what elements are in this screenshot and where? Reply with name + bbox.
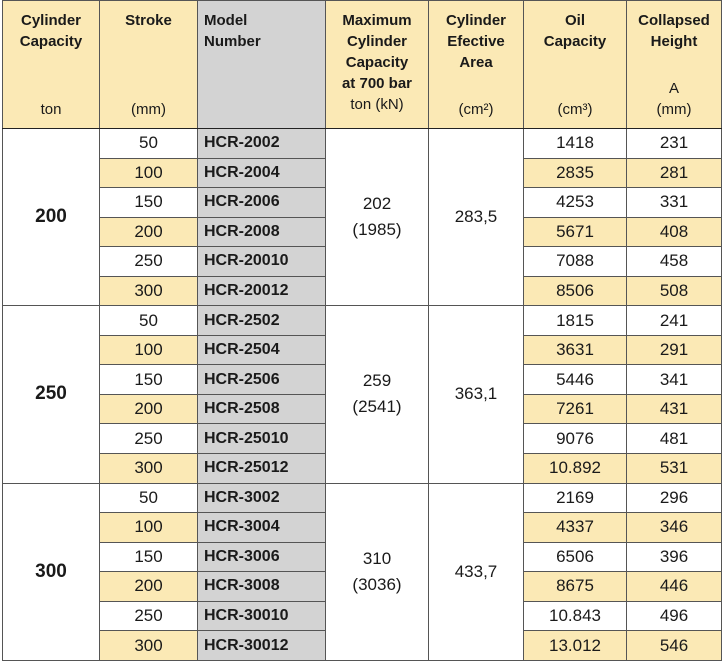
stroke-cell: 50 <box>100 129 198 159</box>
max-capacity-kn: (3036) <box>352 574 402 594</box>
oil-capacity-cell: 3631 <box>524 335 627 365</box>
table-body <box>3 129 722 661</box>
model-number-cell: HCR-2008 <box>198 217 326 247</box>
max-capacity-cell <box>326 483 429 660</box>
stroke-cell: 200 <box>100 572 198 602</box>
oil-capacity-cell: 1418 <box>524 129 627 159</box>
header-max-capacity: Maximum Cylinder Capacity at 700 bar ton (kN) <box>326 1 429 129</box>
model-number-cell: HCR-20012 <box>198 276 326 306</box>
collapsed-height-cell: 346 <box>627 513 722 543</box>
header-oil-capacity: Oil Capacity (cm³) <box>524 1 627 129</box>
model-number-cell: HCR-30010 <box>198 601 326 631</box>
model-number-cell: HCR-2006 <box>198 188 326 218</box>
collapsed-height-cell: 496 <box>627 601 722 631</box>
stroke-cell: 100 <box>100 158 198 188</box>
collapsed-height-cell: 296 <box>627 483 722 513</box>
stroke-cell: 250 <box>100 247 198 277</box>
model-number-cell: HCR-30012 <box>198 631 326 661</box>
collapsed-height-cell: 431 <box>627 394 722 424</box>
effective-area-cell: 363,1 <box>429 306 524 483</box>
stroke-cell: 150 <box>100 542 198 572</box>
model-number-cell: HCR-3004 <box>198 513 326 543</box>
stroke-cell: 300 <box>100 631 198 661</box>
oil-capacity-cell: 10.892 <box>524 454 627 484</box>
table-row <box>3 306 722 336</box>
collapsed-height-cell: 396 <box>627 542 722 572</box>
stroke-cell: 200 <box>100 394 198 424</box>
stroke-cell: 300 <box>100 454 198 484</box>
oil-capacity-cell: 7088 <box>524 247 627 277</box>
model-number-cell: HCR-2502 <box>198 306 326 336</box>
max-capacity-ton: 202 <box>362 194 392 214</box>
model-number-cell: HCR-3002 <box>198 483 326 513</box>
collapsed-height-cell: 408 <box>627 217 722 247</box>
effective-area-cell: 433,7 <box>429 483 524 660</box>
max-capacity-kn: (1985) <box>352 220 402 240</box>
table-row <box>3 129 722 159</box>
model-number-cell: HCR-2508 <box>198 394 326 424</box>
stroke-cell: 100 <box>100 335 198 365</box>
collapsed-height-cell: 546 <box>627 631 722 661</box>
effective-area-cell: 283,5 <box>429 129 524 306</box>
stroke-cell: 50 <box>100 306 198 336</box>
header-area: Cylinder Efective Area (cm²) <box>429 1 524 129</box>
model-number-cell: HCR-2504 <box>198 335 326 365</box>
header-capacity: Cylinder Capacity ton <box>3 1 100 129</box>
oil-capacity-cell: 7261 <box>524 394 627 424</box>
stroke-cell: 50 <box>100 483 198 513</box>
model-number-cell: HCR-2004 <box>198 158 326 188</box>
oil-capacity-cell: 8675 <box>524 572 627 602</box>
stroke-cell: 150 <box>100 365 198 395</box>
cylinder-capacity-cell: 200 <box>3 129 100 306</box>
stroke-cell: 200 <box>100 217 198 247</box>
header-row <box>3 1 722 129</box>
collapsed-height-cell: 231 <box>627 129 722 159</box>
oil-capacity-cell: 13.012 <box>524 631 627 661</box>
oil-capacity-cell: 2169 <box>524 483 627 513</box>
table-row <box>3 483 722 513</box>
oil-capacity-cell: 9076 <box>524 424 627 454</box>
model-number-cell: HCR-25010 <box>198 424 326 454</box>
oil-capacity-cell: 4253 <box>524 188 627 218</box>
max-capacity-ton: 259 <box>362 371 392 391</box>
model-number-cell: HCR-25012 <box>198 454 326 484</box>
oil-capacity-cell: 8506 <box>524 276 627 306</box>
oil-capacity-cell: 6506 <box>524 542 627 572</box>
max-capacity-cell <box>326 306 429 483</box>
header-model: Model Number <box>198 1 326 129</box>
collapsed-height-cell: 458 <box>627 247 722 277</box>
collapsed-height-cell: 241 <box>627 306 722 336</box>
collapsed-height-cell: 531 <box>627 454 722 484</box>
header-stroke: Stroke (mm) <box>100 1 198 129</box>
collapsed-height-cell: 281 <box>627 158 722 188</box>
stroke-cell: 100 <box>100 513 198 543</box>
max-capacity-kn: (2541) <box>352 397 402 417</box>
stroke-cell: 150 <box>100 188 198 218</box>
model-number-cell: HCR-2002 <box>198 129 326 159</box>
oil-capacity-cell: 5671 <box>524 217 627 247</box>
oil-capacity-cell: 5446 <box>524 365 627 395</box>
max-capacity-cell <box>326 129 429 306</box>
model-number-cell: HCR-3008 <box>198 572 326 602</box>
max-capacity-ton: 310 <box>362 548 392 568</box>
cylinder-capacity-cell: 250 <box>3 306 100 483</box>
model-number-cell: HCR-20010 <box>198 247 326 277</box>
stroke-cell: 250 <box>100 601 198 631</box>
oil-capacity-cell: 1815 <box>524 306 627 336</box>
collapsed-height-cell: 291 <box>627 335 722 365</box>
collapsed-height-cell: 341 <box>627 365 722 395</box>
oil-capacity-cell: 4337 <box>524 513 627 543</box>
collapsed-height-cell: 446 <box>627 572 722 602</box>
model-number-cell: HCR-2506 <box>198 365 326 395</box>
oil-capacity-cell: 10.843 <box>524 601 627 631</box>
collapsed-height-cell: 508 <box>627 276 722 306</box>
header-collapsed-height: Collapsed Height A (mm) <box>627 1 722 129</box>
model-number-cell: HCR-3006 <box>198 542 326 572</box>
collapsed-height-cell: 331 <box>627 188 722 218</box>
collapsed-height-cell: 481 <box>627 424 722 454</box>
oil-capacity-cell: 2835 <box>524 158 627 188</box>
cylinder-capacity-cell: 300 <box>3 483 100 660</box>
stroke-cell: 300 <box>100 276 198 306</box>
stroke-cell: 250 <box>100 424 198 454</box>
spec-table <box>2 0 722 661</box>
